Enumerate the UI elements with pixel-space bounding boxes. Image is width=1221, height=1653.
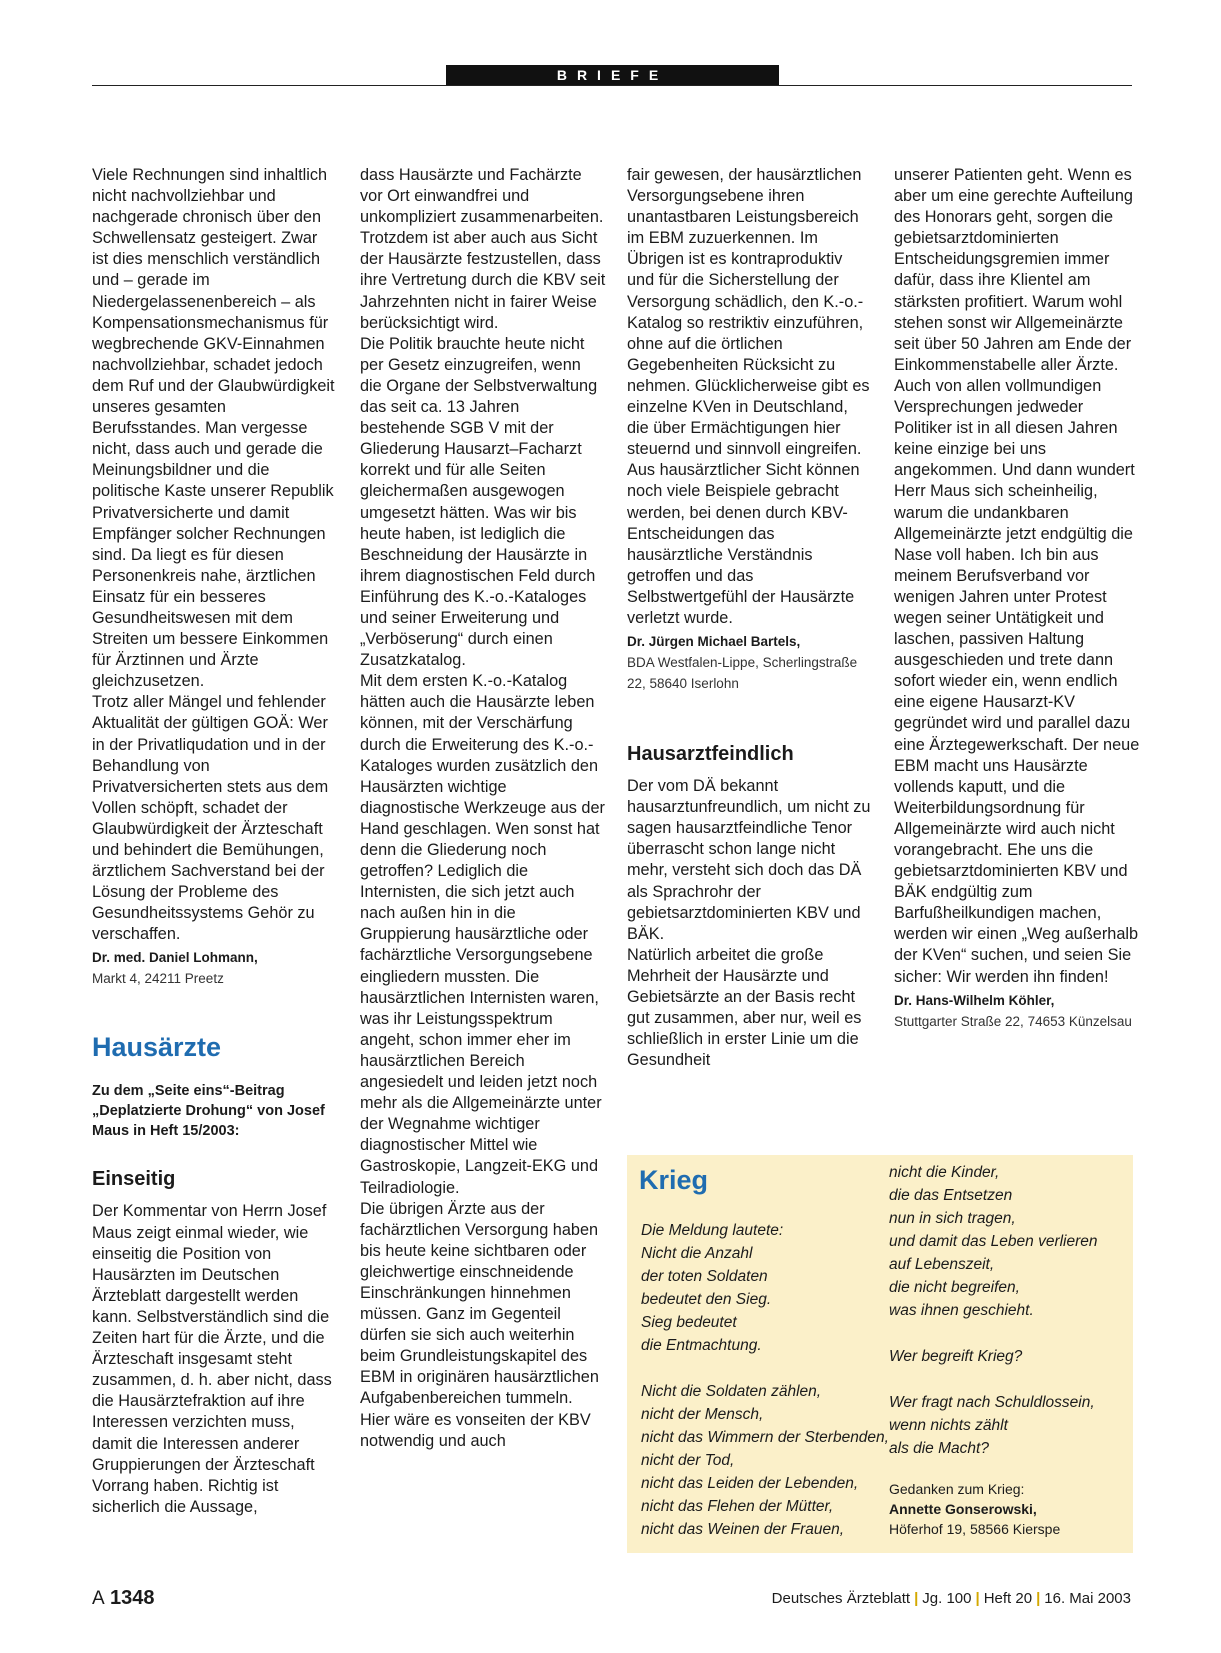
letter-paragraph: Viele Rechnungen sind inhaltlich nicht nachvollziehbar und nachgerade chronisch über den Schwellensatz gesteigert. Zwar ist dies menschlich verständlich und – gerade im Niedergelassenenbereich – als Kompensationsmechanismus für wegbrechende GKV-Einnahmen nachvollziehbar, schadet jedoch dem Ruf und der Glaubwürdigkeit unseres gesamten Berufsstandes. Man vergesse nicht, dass auch und gerade die Meinungsbildner und die politische Kaste unserer Republik Privatversicherte und damit Empfänger solcher Rechnungen sind. Da liegt es für diesen Personenkreis nahe, ärztlichen Einsatz für ein besseres Gesundheitswesen mit dem Streiten um bessere Einkommen für Ärztinnen und Ärzte gleichzusetzen.	[92, 166, 335, 691]
poem-line: nicht der Mensch,	[641, 1406, 764, 1423]
poem-line: nicht das Weinen der Frauen,	[641, 1521, 845, 1538]
poem-line: Nicht die Anzahl	[641, 1245, 753, 1262]
letter-paragraph: Hier wäre es vonseiten der KBV notwendig und auch	[360, 1410, 591, 1450]
journal-name: Deutsches Ärzteblatt	[771, 1590, 911, 1607]
poem-line: und damit das Leben verlieren	[889, 1233, 1098, 1250]
poem-line: was ihnen geschieht.	[889, 1302, 1034, 1319]
letter-paragraph: Trotz aller Mängel und fehlender Aktualität der gültigen GOÄ: Wer in der Privatliqudation und in der Behandlung von Privatversicherten stets aus dem Vollen schöpft, schadet der Glaubwürdigkeit der Ärzteschaft und behindert die Bemühungen, ärztlichem Sachverstand bei der Lösung der Probleme des Gesundheitssystems Gehör zu verschaffen.	[92, 693, 329, 944]
letter-signature	[627, 631, 873, 694]
poem-line: wenn nichts zählt	[889, 1417, 1008, 1434]
poem-line: nicht das Wimmern der Sterbenden,	[641, 1429, 889, 1446]
letter-paragraph: unserer Patienten geht. Wenn es aber um eine gerechte Aufteilung des Honorars geht, sorgen die gebietsarztdominierten Entscheidungsgremien immer dafür, dass ihre Klientel am stärksten profitiert. Warum wohl stehen sonst wir Allgemeinärzte seit über 50 Jahren am Ende der Einkommenstabelle aller Ärzte. Auch von allen vollmundigen Versprechungen jedweder Politiker ist in all diesen Jahren keine einzige bei uns angekommen. Und dann wundert Herr Maus sich scheinheilig, warum die undankbaren Allgemeinärzte jetzt endgültig die Nase voll haben. Ich bin aus meinem Berufsverband vor wenigen Jahren unter Protest wegen seiner Untätigkeit und laschen, passiven Haltung ausgeschieden und trete dann sofort wieder ein, wenn endlich eine eigene Hausarzt-KV gegründet wird und parallel dazu eine Ärztegewerkschaft. Der neue EBM macht uns Hausärzte vollends kaputt, und die Weiterbildungsordnung für Allgemeinärzte wird auch nicht vorangebracht. Ehe uns die gebietsarztdominierten KBV und BÄK endgültig zum Barfußheilkundigen machen, werden wir einen „Weg außerhalb der KVen“ suchen, und seien Sie sicher: Wir werden ihn finden!	[894, 166, 1140, 986]
poem-line: nicht die Kinder,	[889, 1164, 1000, 1181]
column-1	[92, 165, 338, 1518]
author-name: Dr. med. Daniel Lohmann,	[92, 950, 258, 966]
poem-line: die nicht begreifen,	[889, 1279, 1020, 1296]
letter-paragraph: Mit dem ersten K.-o.-Katalog hätten auch die Hausärzte leben können, mit der Verschärfung durch die Erweiterung des K.-o.-Kataloges wurden zusätzlich den Hausärzten wichtige diagnostische Werkzeuge aus der Hand geschlagen. Wen sonst hat denn die Gliederung noch getroffen? Lediglich die Internisten, die sich jetzt auch nach außen hin in die Gruppierung hausärztliche oder fachärztliche Versorgungsebene eingliedern mussten. Die hausärztlichen Internisten waren, was ihr Leistungsspektrum angeht, schon immer eher im hausärztlichen Bereich angesiedelt und leiden jetzt noch mehr als die Allgemeinärzte unter der Wegnahme wichtiger diagnostischer Mittel wie Gastroskopie, Langzeit-EKG und Teilradiologie.	[360, 672, 605, 1197]
letter-paragraph: Natürlich arbeitet die große Mehrheit der Hausärzte und Gebietsärzte an der Basis recht gut zusammen, aber nur, weil es schließlich in erster Linie um die Gesundheit	[627, 945, 862, 1070]
poem-stanza-right	[889, 1161, 1129, 1460]
poem-line: bedeutet den Sieg.	[641, 1291, 772, 1308]
letter-signature	[894, 990, 1140, 1032]
column-2	[360, 165, 606, 1452]
poem-line: die Entmachtung.	[641, 1337, 762, 1354]
page-number	[92, 1587, 154, 1610]
poem-stanza-break	[889, 1322, 1129, 1345]
letter-paragraph: Der vom DÄ bekannt hausarztunfreundlich, um nicht zu sagen hausarztfeindliche Tenor überrascht schon lange nicht mehr, versteht sich doch das DÄ als Sprachrohr der gebietsarztdominierten KBV und BÄK.	[627, 777, 871, 943]
journal-date: 16. Mai 2003	[1044, 1590, 1131, 1607]
letter-paragraph: fair gewesen, der hausärztlichen Versorgungsebene ihren unantastbaren Leistungsbereich im EBM zuzuerkennen. Im Übrigen ist es kontraproduktiv und für die Sicherstellung der Versorgung schädlich, den K.-o.-Katalog so restriktiv einzuführen, ohne auf die örtlichen Gegebenheiten Rücksicht zu nehmen. Glücklicherweise gibt es einzelne KVen in Deutschland, die über Ermächtigungen hier steuernd und sinnvoll eingreifen.	[627, 166, 870, 459]
journal-issue: Heft 20	[983, 1590, 1033, 1607]
header-rule	[92, 85, 1132, 86]
letter-paragraph: Die Politik brauchte heute nicht per Gesetz einzugreifen, wenn die Organe der Selbstverwaltung das seit ca. 13 Jahren bestehende SGB V mit der Gliederung Hausarzt–Facharzt korrekt und für alle Seiten gleichermaßen ausgewogen umgesetzt hätten. Was wir bis heute haben, ist lediglich die Beschneidung der Hausärzte in ihrem diagnostischen Feld durch Einführung des K.-o.-Kataloges und seiner Erweiterung und „Verböserung“ durch einen Zusatzkatalog.	[360, 334, 598, 670]
poem-box	[627, 1155, 1133, 1553]
poem-line: nun in sich tragen,	[889, 1210, 1016, 1227]
poem-stanza-break	[641, 1357, 881, 1380]
page-prefix: A	[92, 1588, 105, 1609]
poem-line: nicht der Tod,	[641, 1452, 735, 1469]
author-name: Dr. Hans-Wilhelm Köhler,	[894, 992, 1055, 1008]
column-3	[627, 165, 873, 1071]
journal-volume: Jg. 100	[922, 1590, 972, 1607]
column-4	[894, 165, 1140, 1032]
poem-line: Wer fragt nach Schuldlossein,	[889, 1394, 1095, 1411]
poem-line: nicht das Flehen der Mütter,	[641, 1498, 834, 1515]
poem-line: nicht das Leiden der Lebenden,	[641, 1475, 859, 1492]
poem-stanza-break	[889, 1368, 1129, 1391]
letter-paragraph: Aus hausärztlicher Sicht können noch viele Beispiele gebracht werden, bei denen durch KBV-Entscheidungen das hausärztliche Verständnis getroffen und das Selbstwertgefühl der Hausärzte verletzt wurde.	[627, 461, 860, 627]
author-address: Markt 4, 24211 Preetz	[92, 971, 224, 987]
letter-signature	[92, 947, 338, 989]
poem-line: Wer begreift Krieg?	[889, 1348, 1023, 1365]
poem-line: der toten Soldaten	[641, 1268, 768, 1285]
poem-author-address: Höferhof 19, 58566 Kierspe	[889, 1521, 1061, 1537]
letter-heading: Einseitig	[92, 1168, 176, 1191]
letter-paragraph: Die übrigen Ärzte aus der fachärztlichen Versorgung haben bis heute keine sichtbaren oder gleichwertige einschneidende Einschränkungen hinnehmen müssen. Ganz im Gegenteil dürfen sie sich auch weiterhin beim Grundleistungskapitel des EBM in originären hausärztlichen Aufgabenbereichen tummeln.	[360, 1199, 599, 1408]
author-address: BDA Westfalen-Lippe, Scherlingstraße 22, 58640 Iserlohn	[627, 655, 858, 692]
poem-author: Annette Gonserowski,	[889, 1501, 1037, 1517]
page-number-value: 1348	[109, 1587, 155, 1609]
poem-line: Die Meldung lautete:	[641, 1222, 784, 1239]
poem-line: als die Macht?	[889, 1440, 989, 1457]
section-intro: Zu dem „Seite eins“-Beitrag „Deplatzierte Drohung“ von Josef Maus in Heft 15/2003:	[92, 1083, 325, 1140]
section-title: Hausärzte	[92, 1032, 222, 1063]
poem-title: Krieg	[639, 1165, 709, 1195]
poem-credit	[889, 1479, 1060, 1539]
credit-label: Gedanken zum Krieg:	[889, 1481, 1025, 1497]
journal-info: Deutsches Ärzteblatt | Jg. 100 | Heft 20 | 16. Mai 2003	[771, 1590, 1131, 1607]
letter-paragraph: Der Kommentar von Herrn Josef Maus zeigt einmal wieder, wie einseitig die Position von Hausärzten im Deutschen Ärzteblatt dargestellt werden kann. Selbstverständlich sind die Zeiten hart für die Ärzte, und die Ärzteschaft insgesamt steht zusammen, d. h. aber nicht, dass die Hausärztefraktion auf ihre Interessen verzichten muss, damit die Interessen anderer Gruppierungen der Ärzteschaft Vorrang haben. Richtig ist sicherlich die Aussage,	[92, 1202, 332, 1516]
poem-stanza-left	[641, 1219, 889, 1541]
letter-heading: Hausarztfeindlich	[627, 743, 794, 766]
poem-line: Sieg bedeutet	[641, 1314, 737, 1331]
letter-paragraph: dass Hausärzte und Fachärzte vor Ort einwandfrei und unkompliziert zusammenarbeiten. Trotzdem ist aber auch aus Sicht der Hausärzte festzustellen, dass ihre Vertretung durch die KBV seit Jahrzehnten nicht in fairer Weise berücksichtigt wird.	[360, 166, 606, 332]
poem-line: Nicht die Soldaten zählen,	[641, 1383, 822, 1400]
author-name: Dr. Jürgen Michael Bartels,	[627, 634, 801, 650]
section-band: BRIEFE	[446, 65, 779, 85]
author-address: Stuttgarter Straße 22, 74653 Künzelsau	[894, 1013, 1132, 1029]
poem-line: auf Lebenszeit,	[889, 1256, 995, 1273]
poem-line: die das Entsetzen	[889, 1187, 1013, 1204]
